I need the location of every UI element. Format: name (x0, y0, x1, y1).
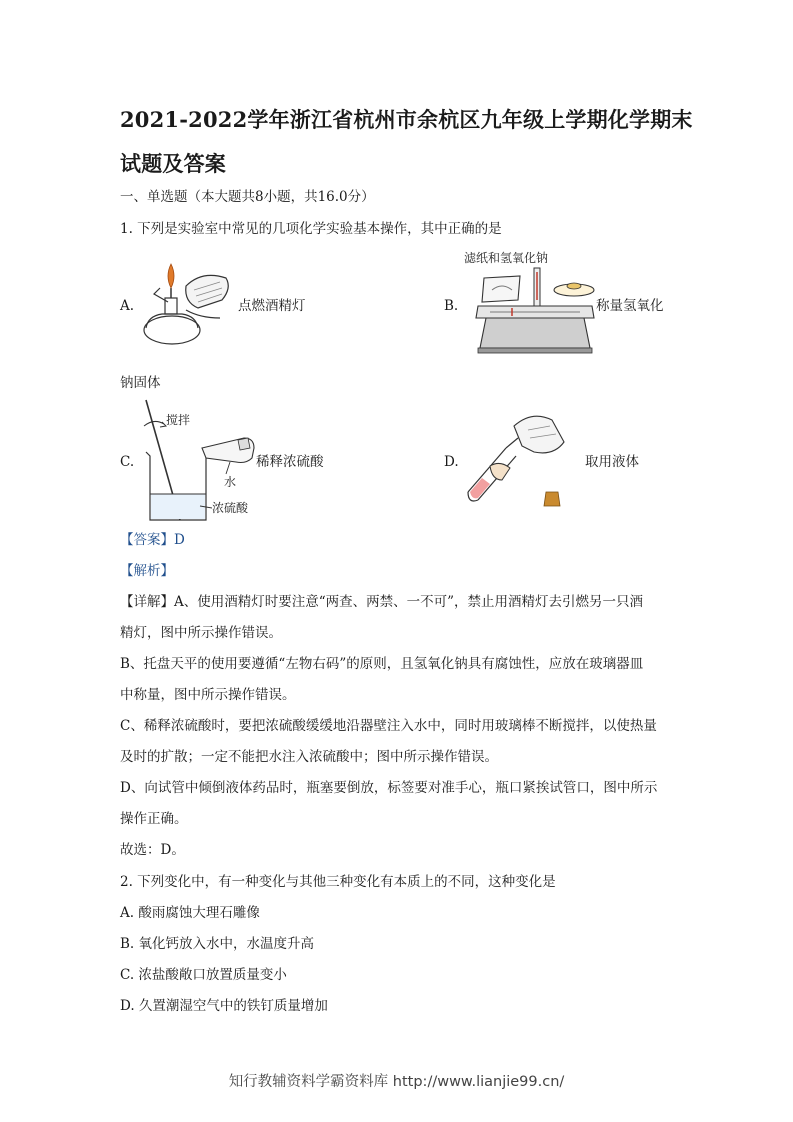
q1-option-b-text-cont: 钠固体 (120, 375, 161, 391)
q1-option-d-letter: D. (444, 454, 459, 470)
q2-option: D. 久置潮湿空气中的铁钉质量增加 (120, 998, 328, 1014)
alcohol-lamp-figure (140, 258, 240, 350)
q1-option-b-text: 称量氢氧化 (596, 298, 664, 314)
q1-option-a-letter: A. (120, 298, 135, 314)
q1-explanation-line: C、稀释浓硫酸时，要把浓硫酸缓缓地沿器壁注入水中，同时用玻璃棒不断搅拌，以使热量 (120, 718, 657, 734)
acid-label: 浓硫酸 (212, 501, 249, 515)
q1-analysis-heading: 【解析】 (120, 563, 174, 579)
q1-explanation-line: 操作正确。 (120, 811, 188, 827)
q1-explanation-line: 【详解】A、使用酒精灯时要注意“两查、两禁、一不可”，禁止用酒精灯去引燃另一只酒 (120, 594, 644, 610)
doc-title-line1: 2021-2022学年浙江省杭州市余杭区九年级上学期化学期末 (120, 107, 693, 132)
q1-option-c-text: 稀释浓硫酸 (256, 454, 324, 470)
q1-explanation-line: 中称量，图中所示操作错误。 (120, 687, 296, 703)
balance-label: 滤纸和氢氧化钠 (464, 251, 549, 265)
q1-stem: 1. 下列是实验室中常见的几项化学实验基本操作，其中正确的是 (120, 221, 502, 237)
q1-option-c-letter: C. (120, 454, 135, 470)
stir-label: 搅拌 (166, 413, 191, 427)
q1-option-d-text: 取用液体 (585, 454, 639, 470)
doc-title-line2: 试题及答案 (120, 151, 226, 176)
balance-figure (464, 248, 600, 356)
q1-explanation-line: 及时的扩散；一定不能把水注入浓硫酸中；图中所示操作错误。 (120, 749, 498, 765)
footer-watermark: 知行教辅资料学霸资料库 http://www.lianjie99.cn/ (228, 1074, 565, 1090)
q1-option-a-text: 点燃酒精灯 (238, 298, 306, 314)
q2-option: B. 氧化钙放入水中，水温度升高 (120, 936, 315, 952)
q2-stem: 2. 下列变化中，有一种变化与其他三种变化有本质上的不同，这种变化是 (120, 874, 556, 890)
q2-option: C. 浓盐酸敞口放置质量变小 (120, 967, 287, 983)
water-label: 水 (224, 475, 237, 489)
pour-liquid-figure (462, 408, 582, 512)
q1-option-b-letter: B. (444, 298, 459, 314)
q1-explanation-line: B、托盘天平的使用要遵循“左物右码”的原则，且氢氧化钠具有腐蚀性，应放在玻璃器皿 (120, 656, 644, 672)
section-heading: 一、单选题（本大题共8小题，共16.0分） (120, 189, 375, 205)
q1-explanation-line: 精灯，图中所示操作错误。 (120, 625, 282, 641)
q1-explanation-line: 故选：D。 (120, 842, 185, 858)
q2-option: A. 酸雨腐蚀大理石雕像 (120, 905, 260, 921)
q1-answer: 【答案】D (120, 532, 185, 548)
dilute-acid-figure (140, 398, 270, 524)
q1-explanation-line: D、向试管中倾倒液体药品时，瓶塞要倒放，标签要对准手心，瓶口紧挨试管口，图中所示 (120, 780, 658, 796)
